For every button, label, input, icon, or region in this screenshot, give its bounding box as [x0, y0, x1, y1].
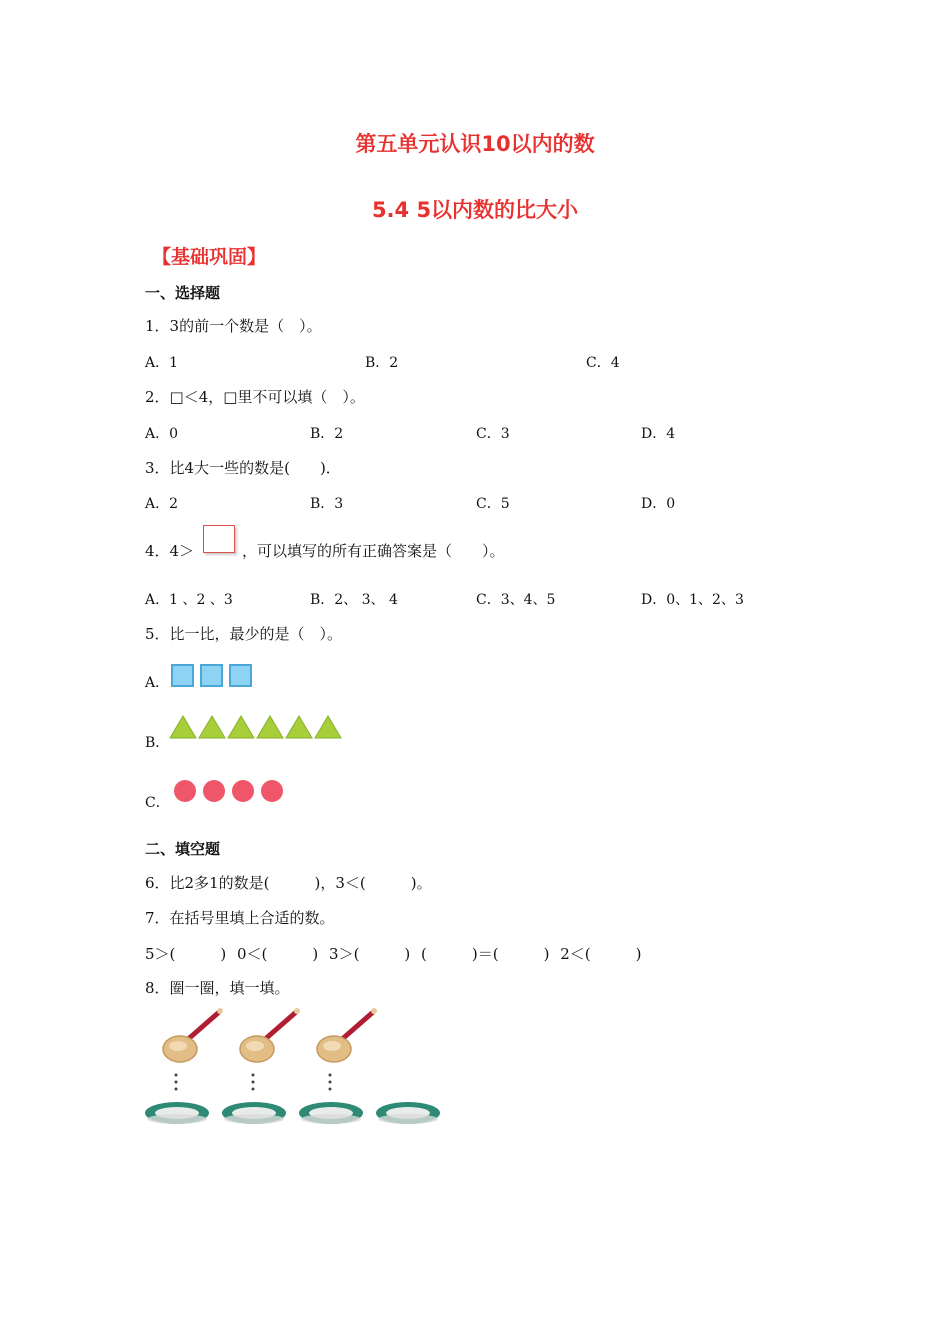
- green-triangles: [168, 714, 344, 740]
- plate-icon: [145, 1102, 209, 1124]
- pink-circle-shape: [261, 780, 283, 802]
- blue-square-shape: [200, 664, 223, 687]
- green-triangle-shape: [228, 716, 254, 738]
- q2-option-c: C．3: [476, 426, 510, 442]
- part2-heading: 二、填空题: [145, 840, 221, 858]
- question-3: 3．比4大一些的数是( )．: [145, 459, 341, 477]
- question-6: 6．比2多1的数是( )，3＜( )。: [145, 874, 432, 892]
- pink-circle-shape: [174, 780, 196, 802]
- pink-circle-shape: [232, 780, 254, 802]
- spoon-icon: [317, 1008, 377, 1062]
- q1-option-a: A．1: [145, 355, 179, 371]
- q3-option-d: D．0: [641, 496, 676, 512]
- question-7: 7．在括号里填上合适的数。: [145, 909, 335, 927]
- plate-icon: [376, 1102, 440, 1124]
- q5-option-a: A．: [145, 675, 170, 691]
- pink-circle-shape: [203, 780, 225, 802]
- green-triangle-shape: [257, 716, 283, 738]
- q5-option-c: C．: [145, 795, 170, 811]
- green-triangle-shape: [315, 716, 341, 738]
- spoon-icon: [240, 1008, 300, 1062]
- plate-icon: [222, 1102, 286, 1124]
- section-label: 【基础巩固】: [152, 246, 267, 268]
- plate-icon: [299, 1102, 363, 1124]
- q4-option-d: D．0、1、2、3: [641, 592, 744, 608]
- question-2: 2．□＜4，□里不可以填（ ）。: [145, 388, 365, 406]
- question-1: 1．3的前一个数是（ ）。: [145, 317, 322, 335]
- q4-option-b: B．2、 3、 4: [310, 592, 398, 608]
- question-8: 8．圈一圈，填一填。: [145, 979, 290, 997]
- spoons-plates-illustration: [140, 1005, 450, 1135]
- blue-square-shape: [229, 664, 252, 687]
- question-7-blanks: 5＞( ) 0＜( ) 3＞( ) ( )＝( ) 2＜( ): [145, 945, 642, 963]
- part1-heading: 一、选择题: [145, 284, 221, 302]
- blue-square-shape: [171, 664, 194, 687]
- q2-option-b: B．2: [310, 426, 344, 442]
- q3-option-c: C．5: [476, 496, 510, 512]
- question-4-prefix: 4．4＞: [145, 542, 195, 560]
- green-triangle-shape: [199, 716, 225, 738]
- green-triangle-shape: [286, 716, 312, 738]
- answer-box: [203, 525, 235, 553]
- q1-option-b: B．2: [365, 355, 399, 371]
- dotted-connectors: [175, 1074, 332, 1091]
- q3-option-a: A．2: [145, 496, 179, 512]
- q4-option-a: A．1 、2 、3: [145, 592, 233, 608]
- page-title: 第五单元认识10以内的数: [355, 132, 595, 156]
- page-subtitle: 5.4 5以内数的比大小: [371, 198, 579, 222]
- q2-option-a: A．0: [145, 426, 179, 442]
- q4-option-c: C．3、4、5: [476, 592, 556, 608]
- q1-option-c: C．4: [586, 355, 620, 371]
- q5-option-b: B．: [145, 735, 170, 751]
- q2-option-d: D．4: [641, 426, 676, 442]
- question-4-suffix: ，可以填写的所有正确答案是（ ）。: [242, 542, 505, 560]
- q3-option-b: B．3: [310, 496, 344, 512]
- question-5: 5．比一比，最少的是（ ）。: [145, 625, 343, 643]
- green-triangle-shape: [170, 716, 196, 738]
- spoon-icon: [163, 1008, 223, 1062]
